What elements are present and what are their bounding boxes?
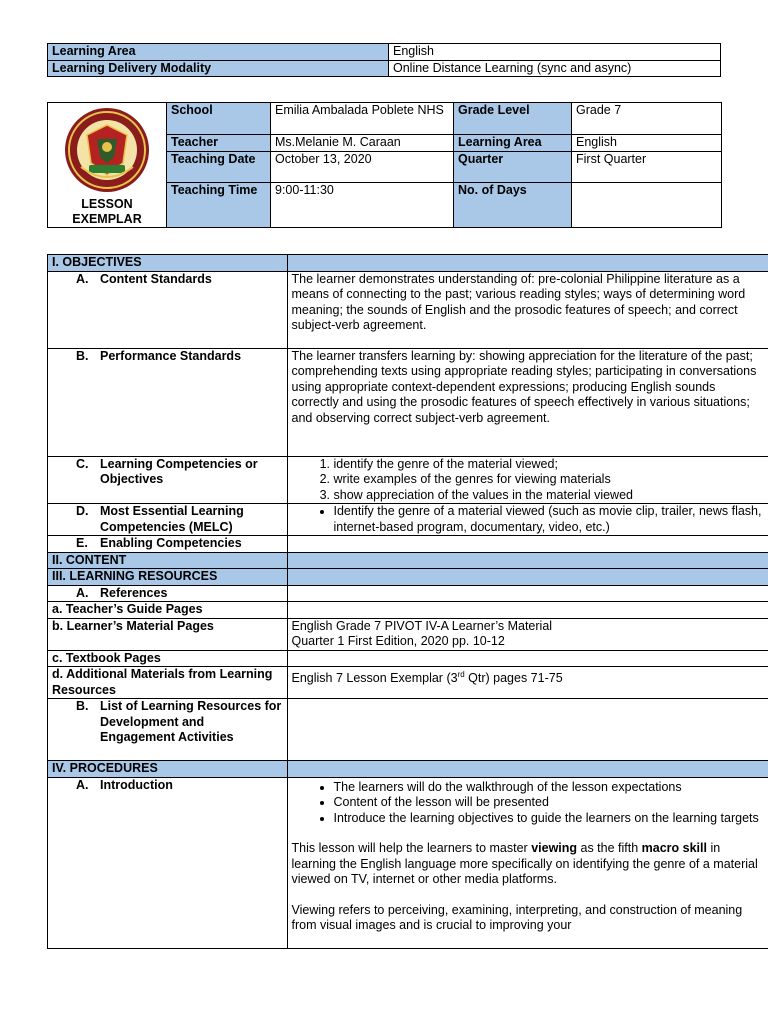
quarter-value: First Quarter [572, 152, 722, 183]
additional-materials-sup: rd [457, 670, 465, 679]
logo-cell [48, 103, 167, 228]
lesson-label-line2: EXEMPLAR [72, 212, 142, 226]
learners-material-line2: Quarter 1 First Edition, 2020 pp. 10-12 [291, 634, 505, 648]
lesson-label-line1: LESSON [81, 197, 133, 211]
introduction-paragraph-1 [292, 841, 766, 888]
grade-label: Grade Level [454, 103, 572, 135]
header-value-learning-area: English [389, 44, 721, 61]
competencies-label: Learning Competencies or Objectives [100, 456, 258, 486]
content-standards-letter: A. [76, 271, 89, 286]
content-heading-fill [287, 552, 768, 569]
melc-cell [287, 504, 768, 536]
days-label: No. of Days [454, 183, 572, 228]
time-value: 9:00-11:30 [271, 183, 454, 228]
header-label-learning-area: Learning Area [48, 44, 389, 61]
introduction-paragraph-2: Viewing refers to perceiving, examining, interpreting, and construction of meaning from visual images and is crucial to improving your [291, 902, 743, 932]
performance-text: The learner transfers learning by: showing appreciation for the literature of the past; comprehending texts using appropriate reading styles; participating in conversations using appropriate context-dependent expressions; producing English sounds correctly and using the prosodic features of speech effectively in various situations; and observing correct subject-verb agreement. [287, 348, 768, 456]
additional-materials-label: d. Additional Materials from Learning Resources [52, 667, 273, 697]
enabling-label: Enabling Competencies [100, 536, 242, 550]
info-table [47, 102, 722, 228]
references-letter: A. [76, 585, 89, 600]
teachers-guide-value [287, 602, 768, 619]
additional-materials-text: English 7 Lesson Exemplar (3 [291, 671, 458, 686]
melc-label-cell [48, 504, 288, 536]
date-label: Teaching Date [167, 152, 271, 183]
list-resources-label-cell [48, 699, 288, 761]
area-value: English [572, 135, 722, 152]
resources-heading-fill [287, 569, 768, 586]
objectives-heading: I. OBJECTIVES [48, 255, 288, 272]
references-value [287, 585, 768, 602]
additional-materials-label-cell [48, 667, 288, 699]
learners-material-cell [287, 618, 768, 650]
intro-bold-viewing: viewing [531, 841, 578, 855]
grade-value: Grade 7 [572, 103, 722, 135]
lesson-plan-table [47, 254, 768, 949]
teacher-value: Ms.Melanie M. Caraan [271, 135, 454, 152]
content-heading: II. CONTENT [48, 552, 288, 569]
list-resources-letter: B. [76, 699, 89, 713]
performance-letter: B. [76, 348, 89, 363]
introduction-cell [287, 777, 768, 948]
content-standards-label: Content Standards [100, 271, 212, 286]
content-standards-text: The learner demonstrates understanding of: pre-colonial Philippine literature as a means of connecting to the past; various reading styles; ways of determining word meaning; the sounds of English and the prosodic features of speech; and correct subject-verb agreement. [287, 271, 768, 348]
performance-label: Performance Standards [100, 348, 242, 363]
melc-list [292, 504, 766, 535]
melc-label: Most Essential Learning Competencies (MELC) [100, 504, 244, 534]
textbook-label: c. Textbook Pages [48, 650, 288, 667]
header-table [47, 43, 721, 77]
introduction-label-cell [48, 777, 288, 948]
textbook-value [287, 650, 768, 667]
references-label: References [100, 585, 168, 600]
competencies-cell [287, 456, 768, 504]
procedures-heading: IV. PROCEDURES [48, 761, 288, 778]
melc-letter: D. [76, 504, 89, 518]
enabling-letter: E. [76, 536, 88, 550]
competencies-label-cell [48, 456, 288, 504]
list-resources-value [287, 699, 768, 761]
introduction-bullets [292, 780, 766, 827]
intro-text: This lesson will help the learners to master [291, 841, 532, 855]
introduction-bullet: • The learners will do the walkthrough of the lesson expectations [334, 780, 766, 796]
learners-material-label: b. Learner’s Material Pages [48, 618, 288, 650]
introduction-bullet: • Content of the lesson will be presented [334, 795, 766, 811]
school-label: School [167, 103, 271, 135]
intro-bold-macro-skill: macro skill [641, 841, 707, 855]
area-label: Learning Area [454, 135, 572, 152]
school-value: Emilia Ambalada Poblete NHS [271, 103, 454, 135]
date-value: October 13, 2020 [271, 152, 454, 183]
competencies-letter: C. [76, 456, 89, 471]
teachers-guide-label: a. Teacher’s Guide Pages [48, 602, 288, 619]
procedures-heading-fill [287, 761, 768, 778]
school-seal-logo [59, 105, 155, 195]
days-value [572, 183, 722, 228]
references-label-cell [48, 585, 288, 602]
objectives-heading-fill [287, 255, 768, 272]
enabling-label-cell [48, 536, 288, 553]
additional-materials-value [287, 667, 768, 699]
resources-heading: III. LEARNING RESOURCES [48, 569, 288, 586]
introduction-letter: A. [76, 777, 89, 792]
melc-item: • Identify the genre of a material viewed (such as movie clip, trailer, news flash, internet-based program, documentary, video, etc.) [334, 504, 766, 535]
teacher-label: Teacher [167, 135, 271, 152]
content-standards-label-cell [48, 271, 288, 348]
competency-item: 2. write examples of the genres for viewing materials [334, 472, 766, 488]
introduction-bullet: • Introduce the learning objectives to guide the learners on the learning targets [334, 811, 766, 827]
intro-text: as the fifth [577, 841, 642, 855]
performance-label-cell [48, 348, 288, 456]
additional-materials-text-end: Qtr) pages 71-75 [464, 671, 563, 686]
list-resources-label: List of Learning Resources for Development and Engagement Activities [100, 699, 282, 744]
competencies-list [292, 457, 766, 504]
header-value-modality: Online Distance Learning (sync and async) [389, 60, 721, 77]
competency-item: 3. show appreciation of the values in the material viewed [334, 488, 766, 504]
introduction-label: Introduction [100, 777, 173, 792]
intro-text: in learning the English language more specifically on identifying the genre of a material viewed on TV, internet or other media platforms. [291, 841, 758, 886]
header-label-modality: Learning Delivery Modality [48, 60, 389, 77]
learners-material-line1: English Grade 7 PIVOT IV-A Learner’s Material [291, 618, 553, 633]
enabling-value [287, 536, 768, 553]
competency-item: 1. identify the genre of the material viewed; [334, 457, 766, 473]
time-label: Teaching Time [167, 183, 271, 228]
quarter-label: Quarter [454, 152, 572, 183]
